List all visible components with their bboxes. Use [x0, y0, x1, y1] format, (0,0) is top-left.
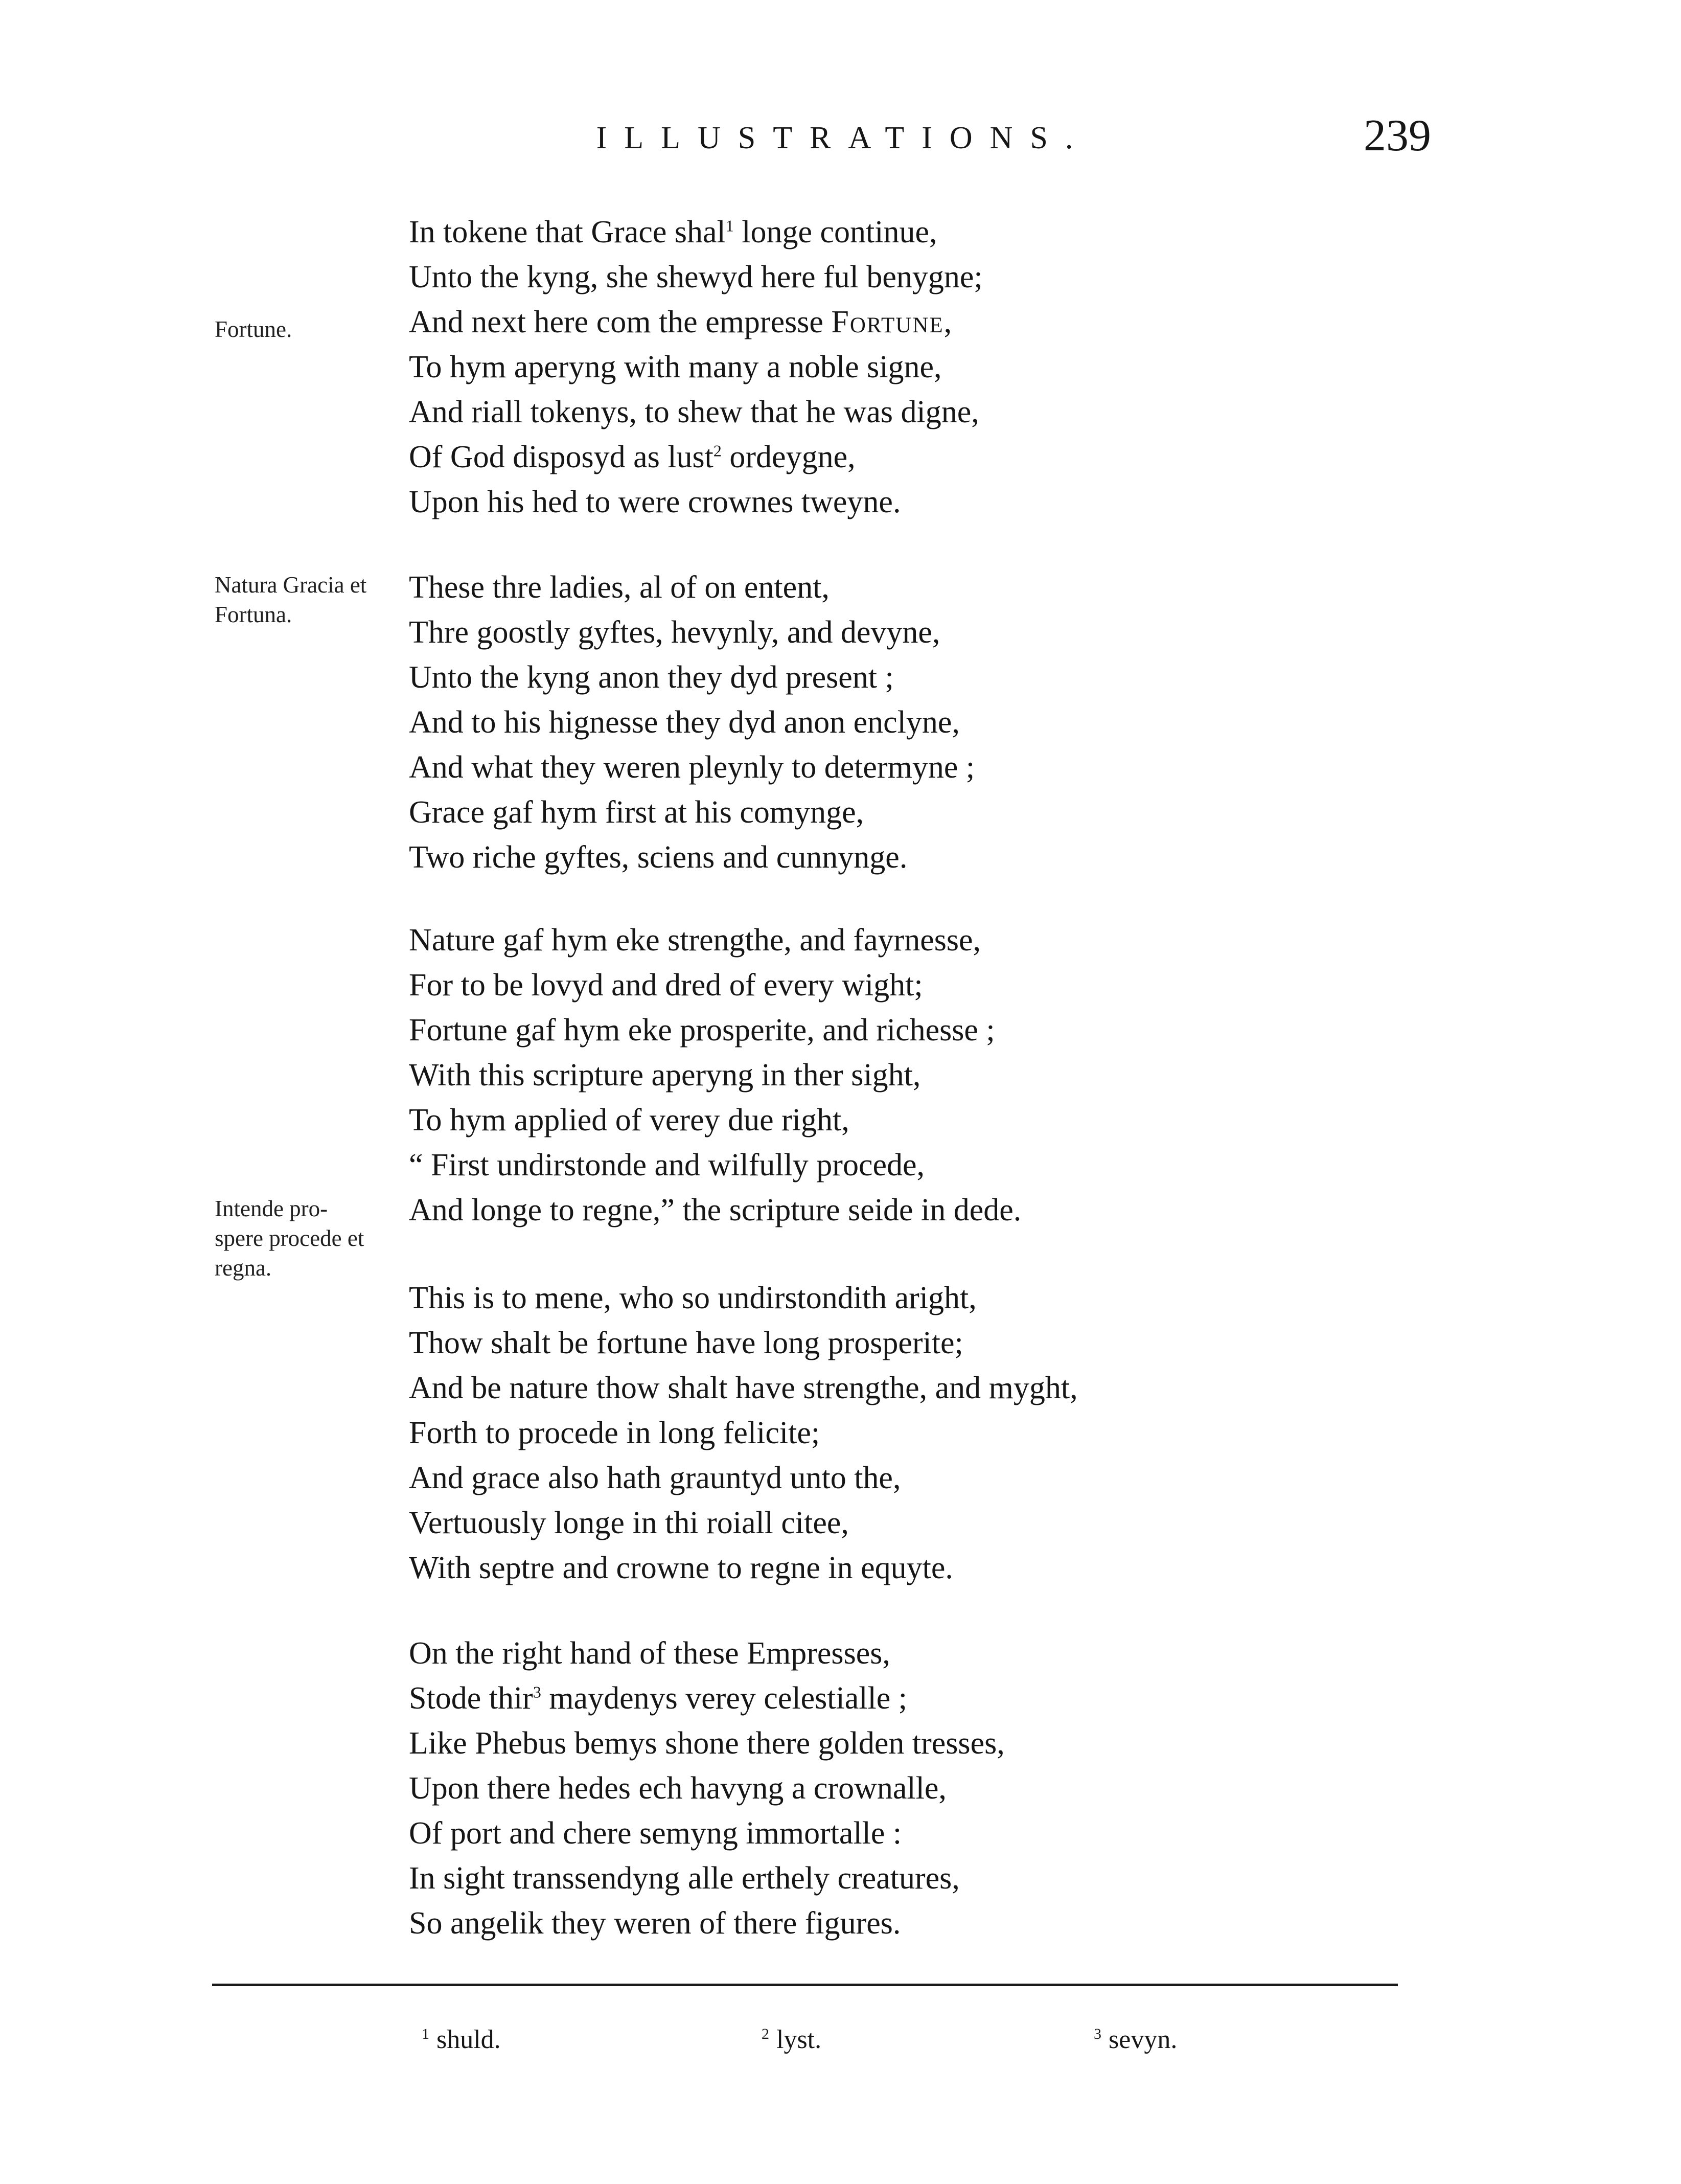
- verse-line: Nature gaf hym eke strengthe, and fayrnesse,: [409, 923, 981, 958]
- verse-line: To hym applied of verey due right,: [409, 1103, 849, 1138]
- verse-line: Like Phebus bemys shone there golden tresses,: [409, 1726, 1005, 1761]
- verse-line: In tokene that Grace shal$^1$ longe continue,: [409, 215, 937, 249]
- footnote-marker: 3: [533, 1682, 541, 1701]
- verse-line: Vertuously longe in thi roiall citee,: [409, 1506, 849, 1540]
- verse-line: Stode thir$^3$ maydenys verey celestialle ;: [409, 1681, 907, 1716]
- verse-line: For to be lovyd and dred of every wight;: [409, 968, 923, 1003]
- page-number: 239: [1364, 111, 1431, 161]
- footnote-marker: 2: [713, 441, 722, 460]
- verse-line: Forth to procede in long felicite;: [409, 1416, 820, 1450]
- footnote-3: $^3$ sevyn.: [1094, 2025, 1178, 2054]
- stanza-4: [409, 1276, 1303, 1590]
- stanza-2: [409, 565, 1303, 880]
- verse-line: Of port and chere semyng immortalle :: [409, 1816, 902, 1851]
- verse-line: And be nature thow shalt have strengthe, and myght,: [409, 1371, 1078, 1405]
- verse-line: Upon there hedes ech havyng a crownalle,: [409, 1771, 947, 1806]
- verse-line: And to his hignesse they dyd anon enclyne,: [409, 705, 960, 740]
- verse-line: “ First undirstonde and wilfully procede,: [409, 1148, 925, 1182]
- verse-line: Fortune gaf hym eke prosperite, and richesse ;: [409, 1013, 995, 1048]
- verse-line: This is to mene, who so undirstondith aright,: [409, 1281, 977, 1315]
- verse-line: Of God disposyd as lust$^2$ ordeygne,: [409, 440, 856, 474]
- verse-line: With septre and crowne to regne in equyte.: [409, 1551, 953, 1585]
- verse-line: With this scripture aperyng in ther sight,: [409, 1058, 921, 1093]
- footnote-divider: [212, 1984, 1398, 1986]
- footnote-2: $^2$ lyst.: [762, 2025, 822, 2054]
- verse-line: Upon his hed to were crownes tweyne.: [409, 485, 901, 519]
- verse-line: And grace also hath grauntyd unto the,: [409, 1461, 901, 1495]
- verse-line: So angelik they weren of there figures.: [409, 1906, 901, 1941]
- verse-line: In sight transsendyng alle erthely creatures,: [409, 1861, 960, 1896]
- small-caps-name: Fortune: [831, 305, 944, 339]
- verse-line: And next here com the empresse Fortune,: [409, 305, 952, 339]
- stanza-5: [409, 1631, 1303, 1946]
- margin-note-natura-gracia-fortuna: Natura Gracia et Fortuna.: [215, 572, 367, 627]
- verse-line: Thow shalt be fortune have long prosperite;: [409, 1326, 963, 1360]
- verse-line: And longe to regne,” the scripture seide in dede.: [409, 1193, 1022, 1227]
- verse-line: Unto the kyng anon they dyd present ;: [409, 660, 894, 695]
- margin-note-intende-prospere: Intende pro- spere procede et regna.: [215, 1196, 364, 1281]
- verse-line: To hym aperyng with many a noble signe,: [409, 350, 942, 384]
- verse-line: Thre goostly gyftes, hevynly, and devyne,: [409, 615, 940, 650]
- footnote-marker: 1: [725, 216, 734, 235]
- verse-line: And riall tokenys, to shew that he was digne,: [409, 395, 979, 429]
- footnote-1: $^1$ shuld.: [422, 2025, 501, 2054]
- stanza-3: [409, 918, 1303, 1233]
- verse-line: And what they weren pleynly to determyne ;: [409, 750, 975, 785]
- verse-line: Two riche gyftes, sciens and cunnynge.: [409, 840, 908, 875]
- verse-line: Unto the kyng, she shewyd here ful benygne;: [409, 260, 983, 294]
- verse-line: These thre ladies, al of on entent,: [409, 570, 830, 605]
- verse-line: On the right hand of these Empresses,: [409, 1636, 890, 1671]
- verse-line: Grace gaf hym first at his comynge,: [409, 795, 864, 830]
- running-title: ILLUSTRATIONS.: [596, 121, 1091, 155]
- stanza-1: [409, 210, 1303, 525]
- margin-note-fortune: Fortune.: [215, 316, 292, 342]
